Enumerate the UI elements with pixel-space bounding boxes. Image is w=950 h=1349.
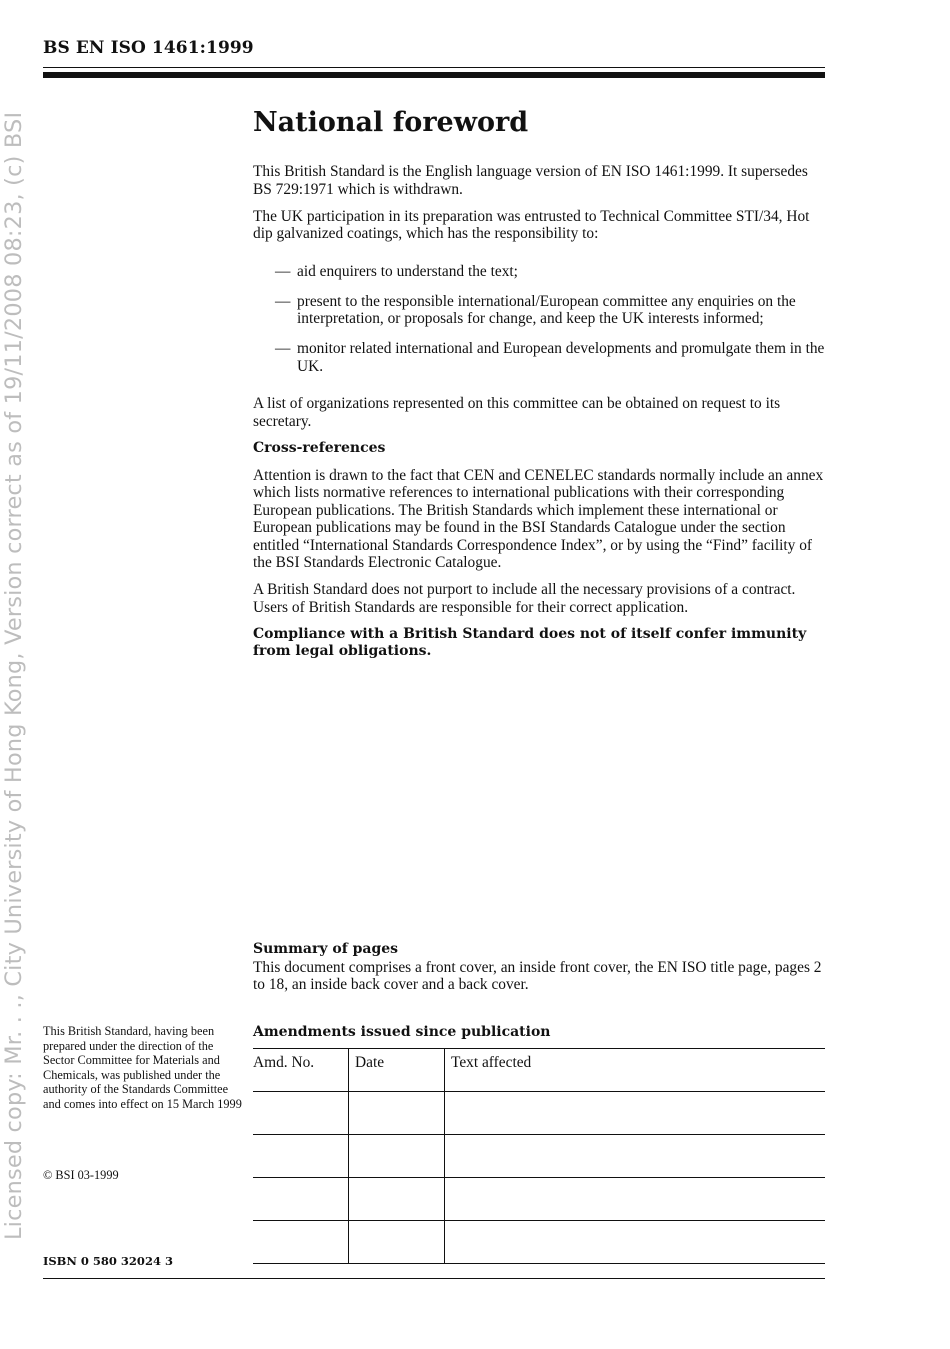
cross-references-paragraph-1: Attention is drawn to the fact that CEN and CENELEC standards normally include an annex which lists normative references to international publications with their corresponding European publications. The British Standards which implement these international or European publications may be found in the BSI Standards Catalogue under the section entitled “International Standards Correspondence Index”, or by using the “Find” facility of the BSI Standards Electronic Catalogue. — [253, 466, 824, 571]
summary-heading: Summary of pages — [253, 941, 399, 957]
footer-rule — [43, 1278, 825, 1279]
dash-marker: — — [275, 292, 291, 310]
header-rule-thin — [43, 67, 825, 68]
list-item-text: aid enquirers to understand the text; — [297, 262, 518, 280]
intro-paragraph-1: This British Standard is the English language version of EN ISO 1461:1999. It supersedes BS 729:1971 which is withdrawn. — [253, 163, 808, 198]
responsibility-list — [253, 263, 825, 376]
license-watermark: Licensed copy: Mr. . ., City University of Hong Kong, Version correct as of 19/11/2008 08:23, (c) BSI — [1, 111, 27, 1240]
amendments-table — [253, 1048, 825, 1264]
summary-section — [253, 941, 825, 994]
list-item-text: present to the responsible international/European committee any enquiries on the interpretation, or proposals for change, and keep the UK interests informed; — [297, 292, 796, 327]
amendments-heading: Amendments issued since publication — [253, 1024, 551, 1040]
cross-references-paragraph-2: A British Standard does not purport to include all the necessary provisions of a contract. Users of British Standards are responsible for their correct application. — [253, 581, 796, 616]
summary-text: This document comprises a front cover, an inside front cover, the EN ISO title page, pages 2 to 18, an inside back cover and a back cover. — [253, 958, 822, 993]
list-item — [253, 293, 825, 328]
column-header-date: Date — [349, 1049, 445, 1092]
list-item-text: monitor related international and European developments and promulgate them in the UK. — [297, 340, 825, 375]
isbn: ISBN 0 580 32024 3 — [43, 1254, 173, 1268]
intro-paragraph-2: The UK participation in its preparation was entrusted to Technical Committee STI/34, Hot dip galvanized coatings, which has the responsibility to: — [253, 207, 810, 242]
table-row — [253, 1178, 825, 1221]
compliance-notice: Compliance with a British Standard does not of itself confer immunity from legal obligations. — [253, 625, 807, 659]
column-header-amd-no: Amd. No. — [253, 1049, 349, 1092]
dash-marker: — — [275, 340, 291, 357]
publication-note: This British Standard, having been prepared under the direction of the Sector Committee for Materials and Chemicals, was published under the authority of the Standards Committee and comes into effect on 15 March 1999 — [43, 1024, 242, 1111]
column-header-text-affected: Text affected — [445, 1049, 826, 1092]
committee-list-paragraph: A list of organizations represented on this committee can be obtained on request to its secretary. — [253, 395, 781, 430]
table-row — [253, 1135, 825, 1178]
copyright-notice: © BSI 03-1999 — [43, 1168, 119, 1182]
table-row — [253, 1221, 825, 1264]
document-code: BS EN ISO 1461:1999 — [43, 38, 254, 58]
page-title: National foreword — [253, 107, 529, 138]
header-rule-thick — [43, 72, 825, 78]
dash-marker: — — [275, 262, 291, 280]
list-item — [253, 340, 825, 375]
table-header-row — [253, 1049, 825, 1092]
cross-references-heading: Cross-references — [253, 439, 386, 456]
list-item — [253, 263, 825, 281]
foreword-body — [253, 163, 825, 670]
table-row — [253, 1092, 825, 1135]
